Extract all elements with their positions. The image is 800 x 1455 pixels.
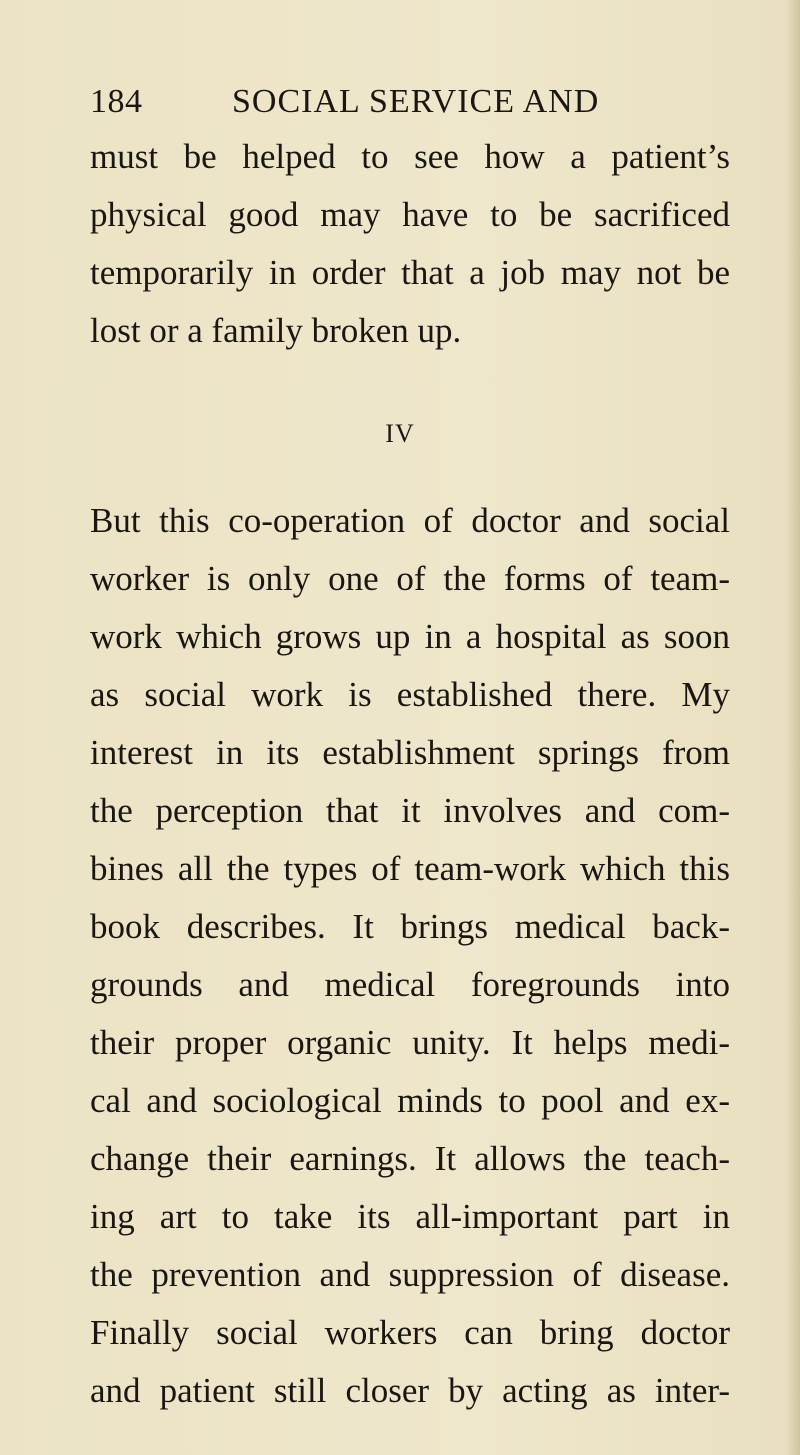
text-line: But this co-operation of doctor and social [90, 501, 730, 540]
text-line: book describes. It brings medical back- [90, 907, 730, 946]
text-line: lost or a family broken up. [90, 311, 462, 350]
text-line: and patient still closer by acting as inter- [90, 1371, 730, 1410]
text-line: their proper organic unity. It helps medi- [90, 1023, 730, 1062]
text-line: change their earnings. It allows the teach- [90, 1139, 730, 1178]
section-number: IV [385, 419, 415, 448]
page-number: 184 [90, 83, 143, 120]
text-line: worker is only one of the forms of team- [90, 559, 730, 598]
text-line: physical good may have to be sacrificed [90, 195, 730, 234]
text-line: interest in its establishment springs from [90, 733, 730, 772]
text-line: Finally social workers can bring doctor [90, 1313, 730, 1352]
text-line: must be helped to see how a patient’s [90, 137, 730, 176]
text-line: temporarily in order that a job may not be [90, 253, 730, 292]
text-line: grounds and medical foregrounds into [90, 965, 730, 1004]
text-line: as social work is established there. My [90, 675, 730, 714]
text-line: ing art to take its all-important part in [90, 1197, 730, 1236]
text-line: cal and sociological minds to pool and ex- [90, 1081, 730, 1120]
running-head [90, 82, 740, 122]
text-line: bines all the types of team-work which this [90, 849, 730, 888]
running-head-title: SOCIAL SERVICE AND [232, 83, 600, 120]
text-line: work which grows up in a hospital as soon [90, 617, 730, 656]
text-line: the prevention and suppression of disease. [90, 1255, 730, 1294]
text-line: the perception that it involves and com- [90, 791, 730, 830]
